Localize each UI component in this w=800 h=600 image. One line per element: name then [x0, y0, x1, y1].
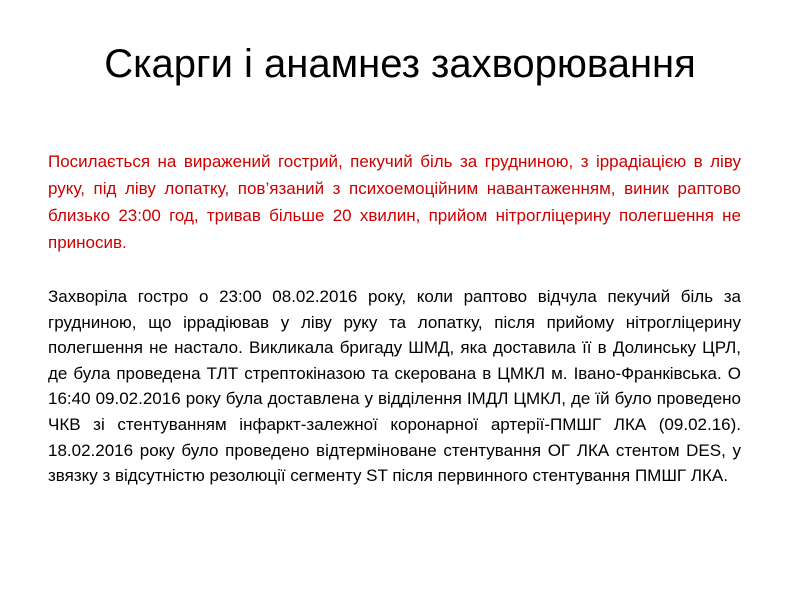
complaints-paragraph: Посилається на виражений гострий, пекучий біль за грудниною, з іррадіацією в ліву руку, під ліву лопатку, пов’язаний з психоемоційним навантаженням, виник раптово близько 23:00 год, тривав більше 20 хвилин, прийом нітрогліцерину полегшення не приносив. — [48, 152, 741, 252]
disease-history-paragraph: Захворіла гостро о 23:00 08.02.2016 року, коли раптово відчула пекучий біль за грудниною, що іррадіював у ліву руку та лопатку, після прийому нітрогліцерину полегшення не настало. Викликала бригаду ШМД, яка доставила її в Долинську ЦРЛ, де була проведена ТЛТ стрептокіназою та скерована в ЦМКЛ м. Івано-Франківська. О 16:40 09.02.2016 року була доставлена у відділення ІМДЛ ЦМКЛ, де їй було проведено ЧКВ зі стентуванням інфаркт-залежної коронарної артерії-ПМШГ ЛКА (09.02.16). 18.02.2016 року було проведено відтерміноване стентування ОГ ЛКА стентом DES, у звязку з відсутністю резолюції сегменту ST після первинного стентування ПМШГ ЛКА. — [48, 287, 741, 486]
slide-title: Скарги і анамнез захворювання — [104, 42, 696, 86]
